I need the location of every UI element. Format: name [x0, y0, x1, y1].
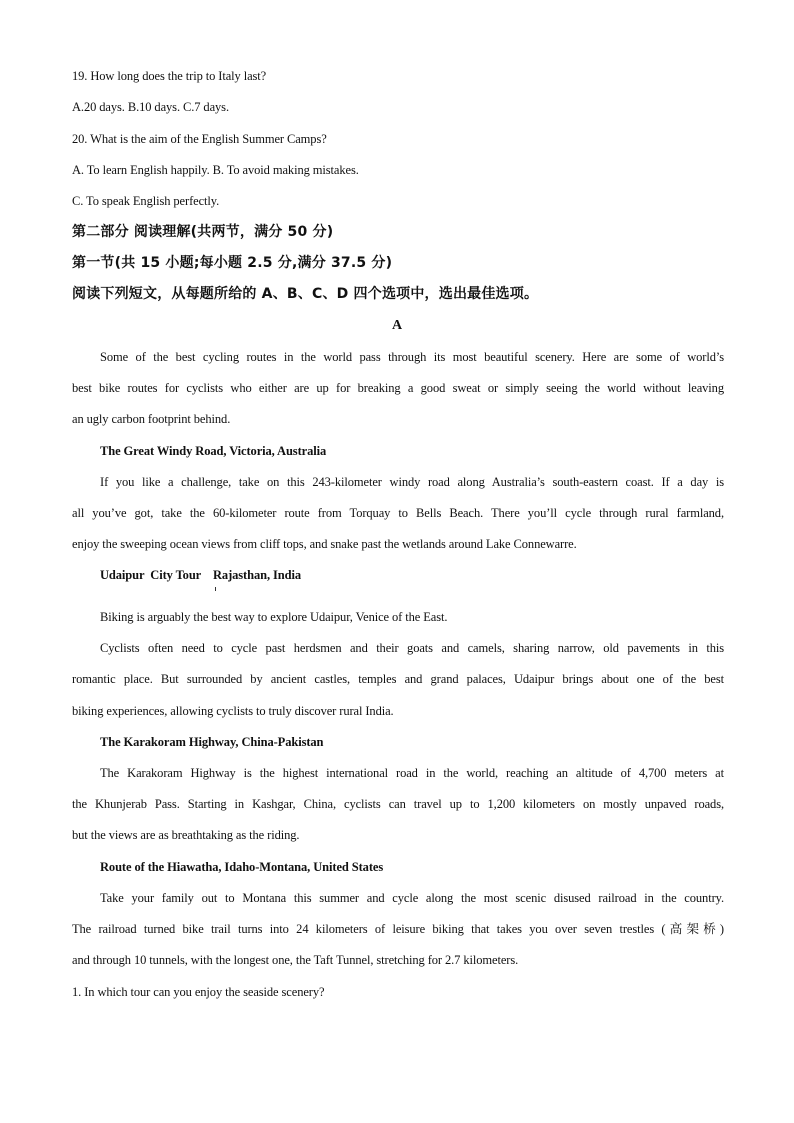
intro-line-3: an ugly carbon footprint behind.	[72, 412, 231, 426]
route2-line-2: romantic place. But surrounded by ancient castles, temples and grand palaces, Udaipur brings about one of the best	[72, 672, 724, 686]
stray-mark	[215, 587, 216, 591]
route4-line-2: The railroad turned bike trail turns into 24 kilometers of leisure biking that takes you over seven trestles (高架桥)	[72, 922, 724, 936]
route1-title: The Great Windy Road, Victoria, Australia	[100, 444, 327, 458]
route4-line-3: and through 10 tunnels, with the longest one, the Taft Tunnel, stretching for 2.7 kilometers.	[72, 953, 519, 967]
route3-line-3: but the views are as breathtaking as the riding.	[72, 828, 300, 842]
question-1: 1. In which tour can you enjoy the seaside scenery?	[72, 985, 325, 999]
question-19: 19. How long does the trip to Italy last?	[72, 69, 267, 83]
route3-title: The Karakoram Highway, China-Pakistan	[100, 735, 324, 749]
route2-line-3: biking experiences, allowing cyclists to truly discover rural India.	[72, 704, 394, 718]
section1-heading: 第一节(共 15 小题;每小题 2.5 分,满分 37.5 分)	[72, 255, 393, 271]
question-19-options: A.20 days. B.10 days. C.7 days.	[72, 100, 229, 114]
route4-title: Route of the Hiawatha, Idaho-Montana, United States	[100, 860, 384, 874]
route1-line-1: If you like a challenge, take on this 243-kilometer windy road along Australia’s south-eastern coast. If a day is	[100, 475, 724, 489]
intro-line-1: Some of the best cycling routes in the world pass through its most beautiful scenery. Here are some of world’s	[100, 350, 724, 364]
passage-label: A	[391, 318, 402, 333]
route3-line-2: the Khunjerab Pass. Starting in Kashgar, China, cyclists can travel up to 1,200 kilometers on mostly unpaved roads,	[72, 797, 724, 811]
route2-paragraph-1: Biking is arguably the best way to explore Udaipur, Venice of the East.	[100, 610, 448, 624]
question-20: 20. What is the aim of the English Summer Camps?	[72, 132, 327, 146]
intro-line-2: best bike routes for cyclists who either are up for breaking a good sweat or simply seeing the world without leaving	[72, 381, 724, 395]
route4-line-1: Take your family out to Montana this summer and cycle along the most scenic disused railroad in the country.	[100, 891, 724, 905]
question-20-options: A. To learn English happily. B. To avoid making mistakes.	[72, 163, 359, 177]
route2-title: Udaipur City Tour Rajasthan, India	[100, 568, 302, 582]
route1-line-2: all you’ve got, take the 60-kilometer route from Torquay to Bells Beach. There you’ll cycle through rural farmland,	[72, 506, 724, 520]
question-20-options-cont: C. To speak English perfectly.	[72, 194, 220, 208]
instruction: 阅读下列短文，从每题所给的 A、B、C、D 四个选项中，选出最佳选项。	[72, 286, 539, 302]
route1-line-3: enjoy the sweeping ocean views from cliff tops, and snake past the wetlands around Lake Connewarre.	[72, 537, 577, 551]
route2-line-1: Cyclists often need to cycle past herdsmen and their goats and camels, sharing narrow, old pavements in this	[100, 641, 724, 655]
part2-heading: 第二部分 阅读理解(共两节，满分 50 分)	[72, 224, 334, 240]
route3-line-1: The Karakoram Highway is the highest international road in the world, reaching an altitude of 4,700 meters at	[100, 766, 724, 780]
